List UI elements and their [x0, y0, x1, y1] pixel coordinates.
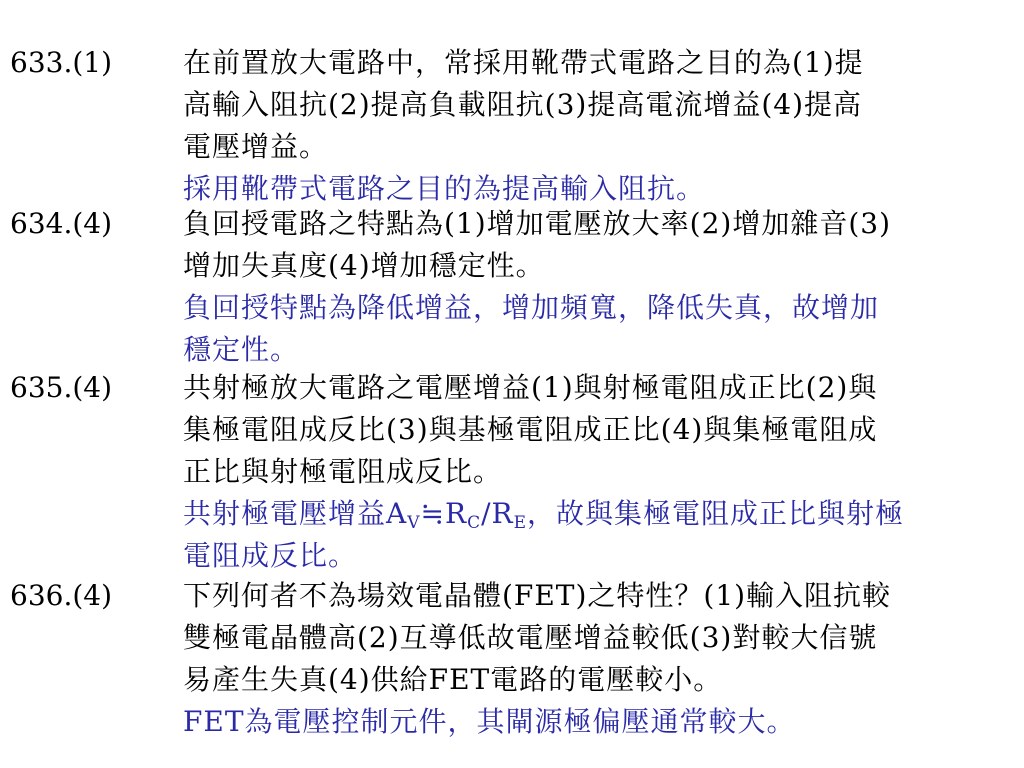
question-number: 636.(4)	[10, 579, 113, 612]
question-line: 雙極電晶體高(2)互導低故電壓增益較低(3)對較大信號	[183, 621, 878, 654]
question-number: 634.(4)	[10, 207, 113, 240]
question-line: 集極電阻成反比(3)與基極電阻成正比(4)與集極電阻成	[183, 413, 878, 446]
answer-line: 負回授特點為降低增益，增加頻寬，降低失真，故增加	[183, 291, 880, 324]
question-line: 在前置放大電路中，常採用靴帶式電路之目的為(1)提	[183, 46, 864, 79]
answer-formula-line	[183, 493, 1013, 535]
question-text	[183, 575, 1013, 743]
formula-prefix: 共射極電壓增益A	[183, 497, 408, 530]
question-line: 易產生失真(4)供給FET電路的電壓較小。	[183, 663, 723, 696]
question-line: 下列何者不為場效電晶體(FET)之特性？(1)輸入阻抗較	[183, 579, 892, 612]
answer-line: FET為電壓控制元件，其閘源極偏壓通常較大。	[183, 705, 796, 738]
answer-line: 採用靴帶式電路之目的為提高輸入阻抗。	[183, 172, 706, 205]
formula-sub-v: V	[407, 513, 421, 533]
question-number: 633.(1)	[10, 46, 113, 79]
question-text	[183, 367, 1013, 577]
question-text	[183, 42, 1013, 210]
formula-approx: ≒R	[420, 497, 468, 530]
question-line: 負回授電路之特點為(1)增加電壓放大率(2)增加雜音(3)	[183, 207, 891, 240]
formula-sub-e: E	[513, 513, 528, 533]
question-line: 電壓增益。	[183, 130, 329, 163]
question-line: 正比與射極電阻成反比。	[183, 455, 503, 488]
question-text	[183, 203, 1013, 371]
formula-suffix: ，故與集極電阻成正比與射極	[527, 497, 905, 530]
formula-slash: /R	[481, 497, 514, 530]
formula-sub-c: C	[467, 513, 482, 533]
answer-line: 電阻成反比。	[183, 539, 358, 572]
question-line: 高輸入阻抗(2)提高負載阻抗(3)提高電流增益(4)提高	[183, 88, 862, 121]
answer-line: 穩定性。	[183, 333, 300, 366]
question-line: 增加失真度(4)增加穩定性。	[183, 249, 545, 282]
question-number: 635.(4)	[10, 371, 113, 404]
question-line: 共射極放大電路之電壓增益(1)與射極電阻成正比(2)與	[183, 371, 878, 404]
